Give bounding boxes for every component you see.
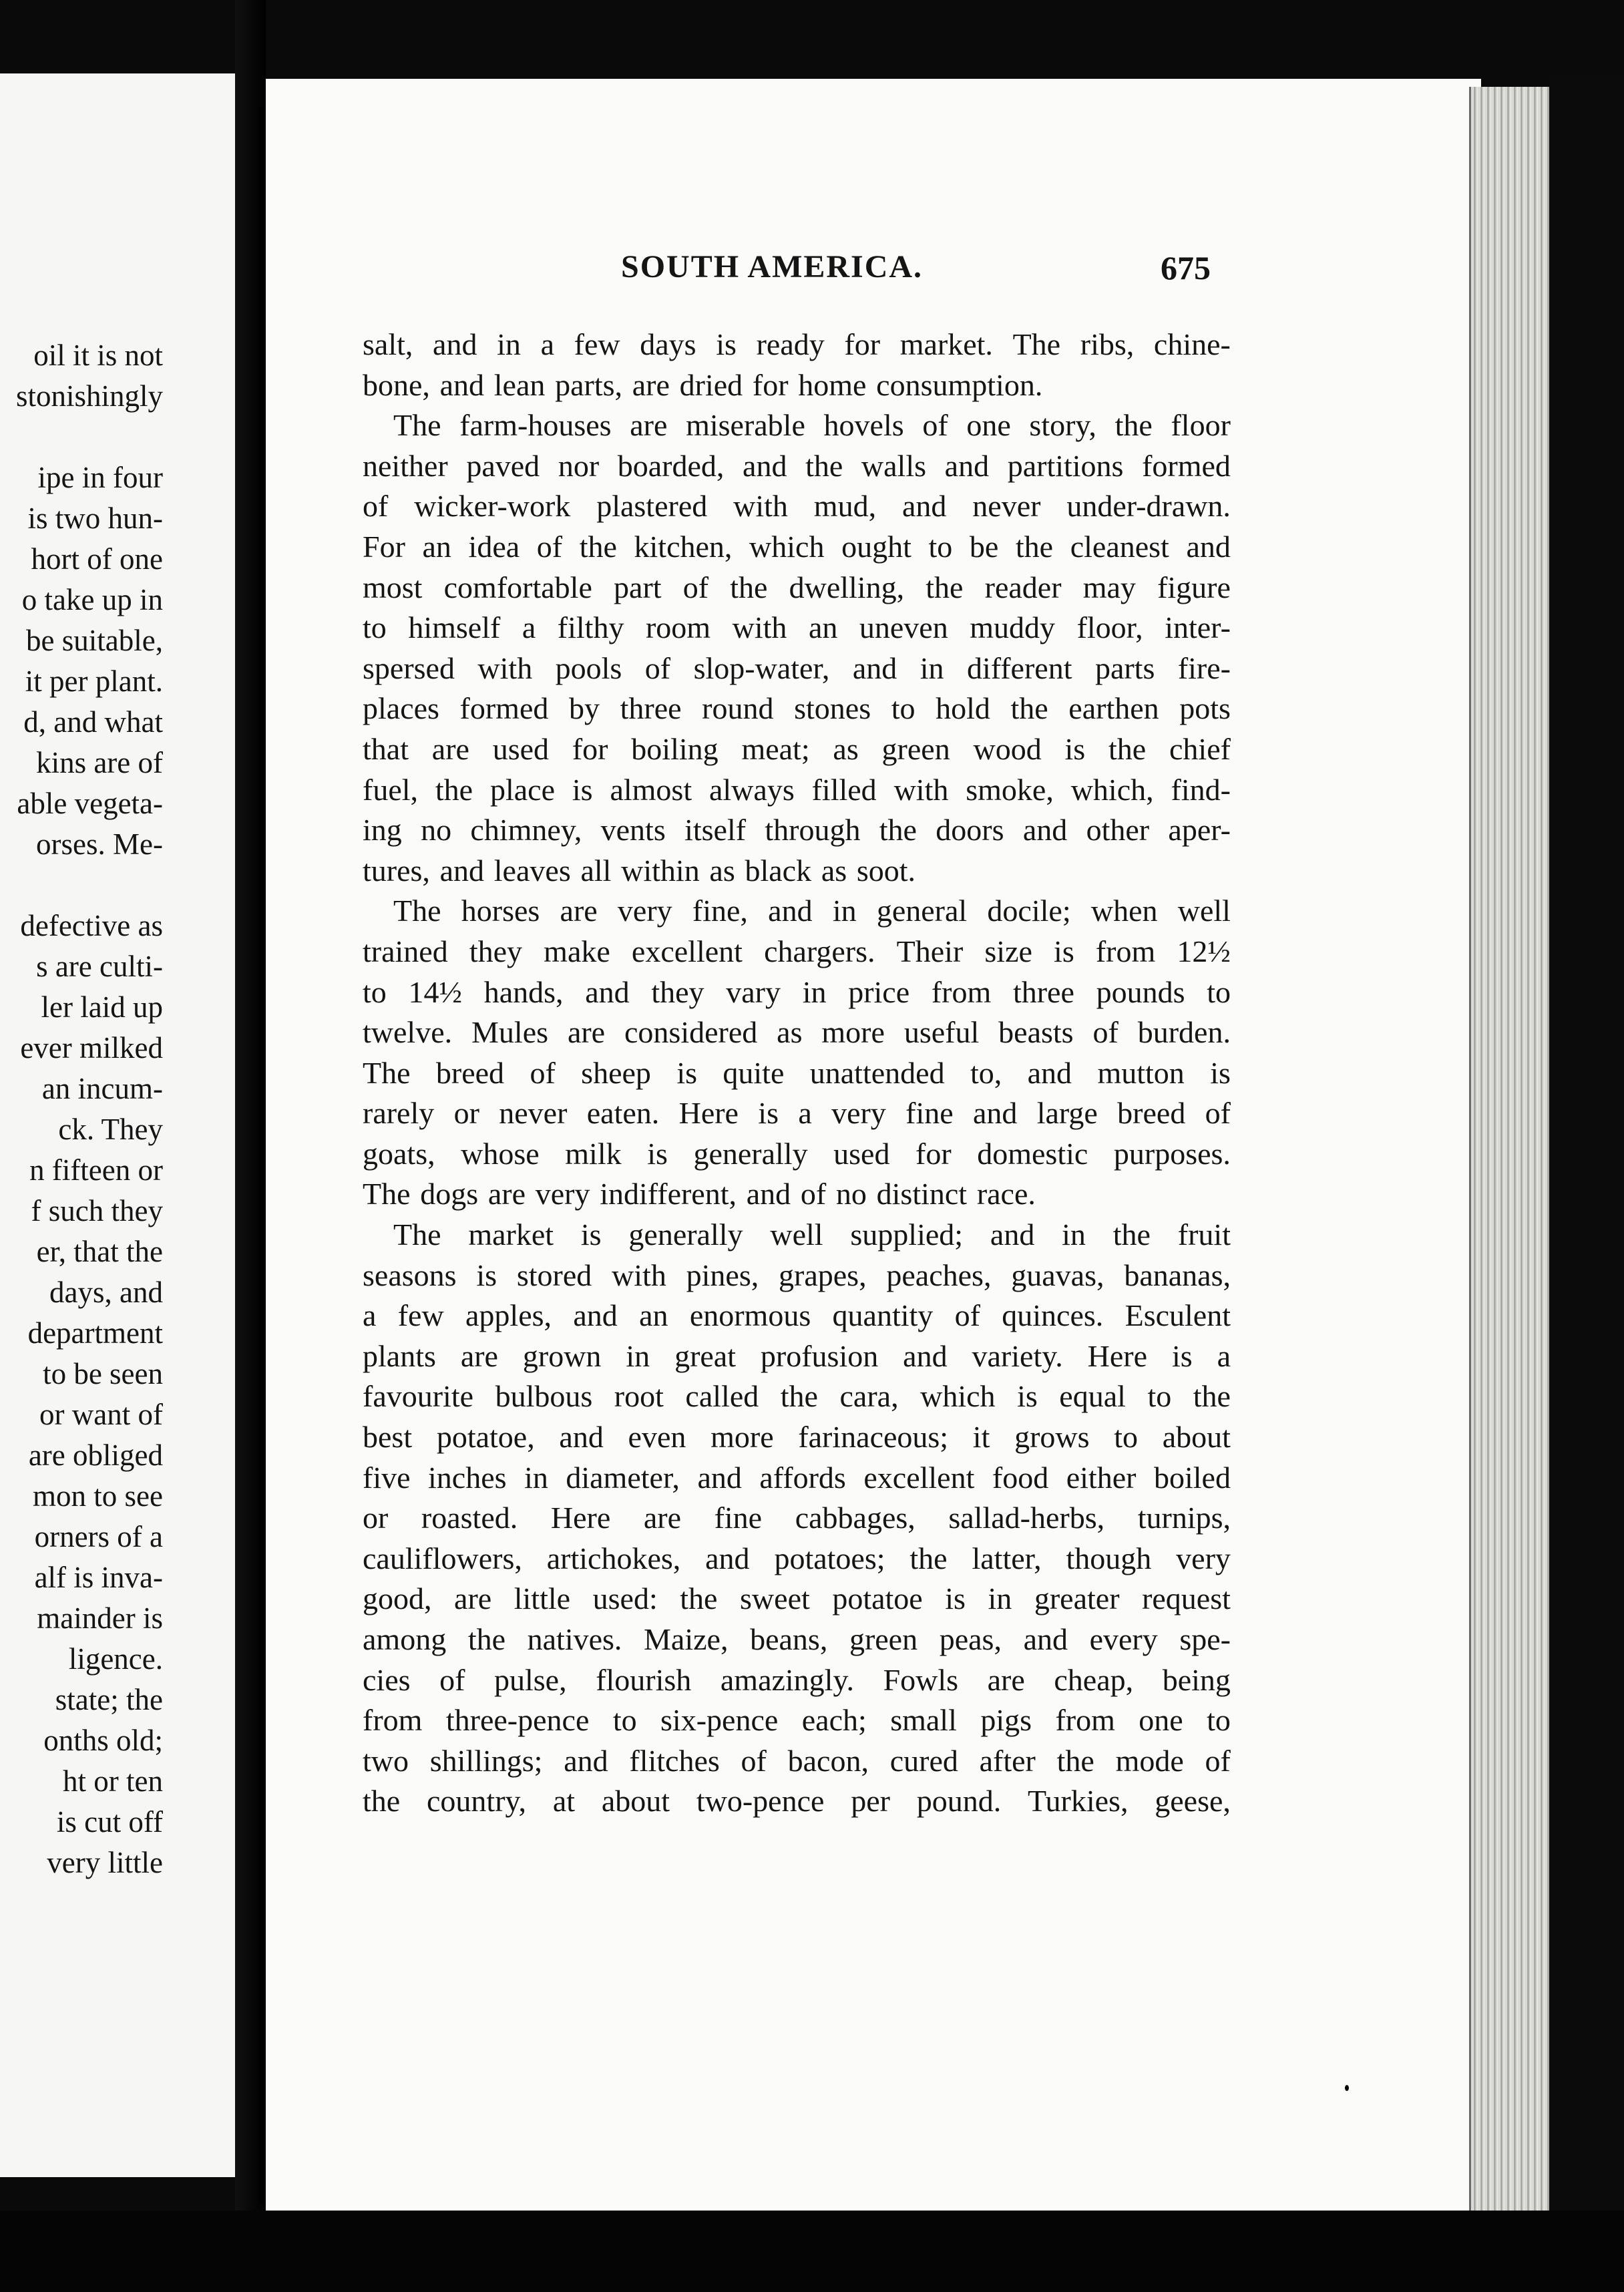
body-text: [363, 325, 1231, 1822]
text-line: bone, and lean parts, are dried for home consumption.: [363, 367, 1043, 402]
text-line: goats, whose milk is generally used for domestic purposes.: [363, 1136, 1231, 1171]
left-page-line: be suitable,: [26, 624, 163, 657]
left-page-line: able vegeta-: [17, 787, 163, 820]
text-line: two shillings; and flitches of bacon, cured after the mode of: [363, 1743, 1231, 1778]
text-line: plants are grown in great profusion and variety. Here is a: [363, 1338, 1231, 1373]
left-page-line: er, that the: [36, 1235, 163, 1268]
text-line: to 14½ hands, and they vary in price from three pounds to: [363, 974, 1231, 1009]
left-page-line: it per plant.: [25, 664, 163, 698]
left-page-line: ht or ten: [63, 1764, 163, 1798]
text-line: The breed of sheep is quite unattended to, and mutton is: [363, 1055, 1231, 1090]
text-line: or roasted. Here are fine cabbages, sallad-herbs, turnips,: [363, 1501, 1231, 1535]
left-page-line: is two hun-: [27, 502, 163, 535]
left-page-line: onths old;: [43, 1724, 163, 1757]
text-line: ing no chimney, vents itself through the doors and other aper-: [363, 813, 1231, 847]
left-page-line: ever milked: [20, 1031, 163, 1065]
text-line: spersed with pools of slop-water, and in different parts fire-: [363, 650, 1231, 685]
text-line: salt, and in a few days is ready for market. The ribs, chine-: [363, 327, 1231, 361]
text-line: rarely or never eaten. Here is a very fine and large breed of: [363, 1096, 1231, 1131]
ink-speck: [1345, 2085, 1349, 2091]
page-number: 675: [1161, 249, 1211, 286]
left-page-line: s are culti-: [36, 950, 163, 983]
text-line: from three-pence to six-pence each; small pigs from one to: [363, 1703, 1231, 1738]
left-page-line: is cut off: [56, 1805, 163, 1839]
text-line: five inches in diameter, and affords excellent food either boiled: [363, 1460, 1231, 1495]
text-line: among the natives. Maize, beans, green peas, and every spe-: [363, 1622, 1231, 1656]
text-line: The farm-houses are miserable hovels of one story, the floor: [393, 408, 1231, 443]
text-line: neither paved nor boarded, and the walls and partitions formed: [363, 448, 1231, 483]
left-page-line: d, and what: [23, 705, 163, 739]
background-edge: [1549, 73, 1624, 2292]
text-line: to himself a filthy room with an uneven muddy floor, inter-: [363, 610, 1231, 645]
left-page-line: orners of a: [34, 1520, 163, 1553]
text-line: For an idea of the kitchen, which ought to be the cleanest and: [363, 529, 1231, 564]
left-page-line: mon to see: [33, 1479, 163, 1513]
left-page-line: defective as: [20, 909, 163, 942]
left-page-line: are obliged: [28, 1439, 163, 1472]
text-line: best potatoe, and even more farinaceous; it grows to about: [363, 1420, 1231, 1455]
left-page-line: or want of: [39, 1398, 163, 1431]
text-line: a few apples, and an enormous quantity of quinces. Esculent: [363, 1298, 1231, 1333]
scan-border: [0, 2211, 1624, 2292]
left-page-line: ligence.: [68, 1642, 163, 1676]
left-page-line: oil it is not: [33, 339, 163, 372]
text-line: most comfortable part of the dwelling, the reader may figure: [363, 570, 1231, 604]
left-page-line: f such they: [31, 1194, 163, 1227]
text-line: the country, at about two-pence per pound. Turkies, geese,: [363, 1784, 1231, 1819]
left-page-line: very little: [47, 1846, 163, 1879]
left-page-line: [16, 417, 163, 457]
text-line: that are used for boiling meat; as green wood is the chief: [363, 731, 1231, 766]
text-line: fuel, the place is almost always filled with smoke, which, find-: [363, 772, 1231, 807]
text-line: The market is generally well supplied; and in the fruit: [393, 1217, 1231, 1252]
running-head: SOUTH AMERICA.: [621, 249, 924, 284]
text-line: places formed by three round stones to hold the earthen pots: [363, 691, 1231, 726]
left-page-line: [16, 865, 163, 906]
page-edges: [1469, 87, 1551, 2211]
text-line: seasons is stored with pines, grapes, peaches, guavas, bananas,: [363, 1258, 1231, 1292]
left-page-line: ck. They: [58, 1113, 163, 1146]
left-page-line: orses. Me-: [36, 827, 163, 861]
left-page-line: hort of one: [31, 542, 163, 576]
text-line: cies of pulse, flourish amazingly. Fowls are cheap, being: [363, 1662, 1231, 1697]
text-line: The dogs are very indifferent, and of no distinct race.: [363, 1177, 1036, 1211]
left-page-line: alf is inva-: [34, 1561, 163, 1594]
left-page-line: to be seen: [43, 1357, 163, 1390]
text-line: good, are little used: the sweet potatoe is in greater request: [363, 1581, 1231, 1616]
text-line: cauliflowers, artichokes, and potatoes; the latter, though very: [363, 1541, 1231, 1575]
text-line: trained they make excellent chargers. Their size is from 12½: [363, 934, 1231, 968]
left-page-line: o take up in: [21, 583, 163, 616]
text-line: tures, and leaves all within as black as soot.: [363, 853, 916, 888]
text-line: twelve. Mules are considered as more useful beasts of burden.: [363, 1015, 1231, 1050]
left-page-line: ler laid up: [41, 990, 163, 1024]
left-page-line: department: [27, 1316, 163, 1350]
left-page-line: an incum-: [41, 1072, 163, 1105]
text-line: The horses are very fine, and in general docile; when well: [393, 894, 1231, 928]
gutter-rule: [259, 107, 264, 2204]
left-page-line: state; the: [55, 1683, 163, 1716]
left-page-line: kins are of: [36, 746, 163, 779]
left-facing-page: [0, 73, 235, 2177]
left-page-text-fragments: [16, 335, 163, 1883]
left-page-line: ipe in four: [37, 461, 163, 494]
text-line: of wicker-work plastered with mud, and never under-drawn.: [363, 489, 1231, 524]
text-line: favourite bulbous root called the cara, which is equal to the: [363, 1379, 1231, 1414]
left-page-line: mainder is: [37, 1601, 163, 1635]
left-page-line: days, and: [49, 1276, 163, 1309]
left-page-line: n fifteen or: [29, 1153, 163, 1187]
left-page-line: stonishingly: [15, 379, 163, 413]
